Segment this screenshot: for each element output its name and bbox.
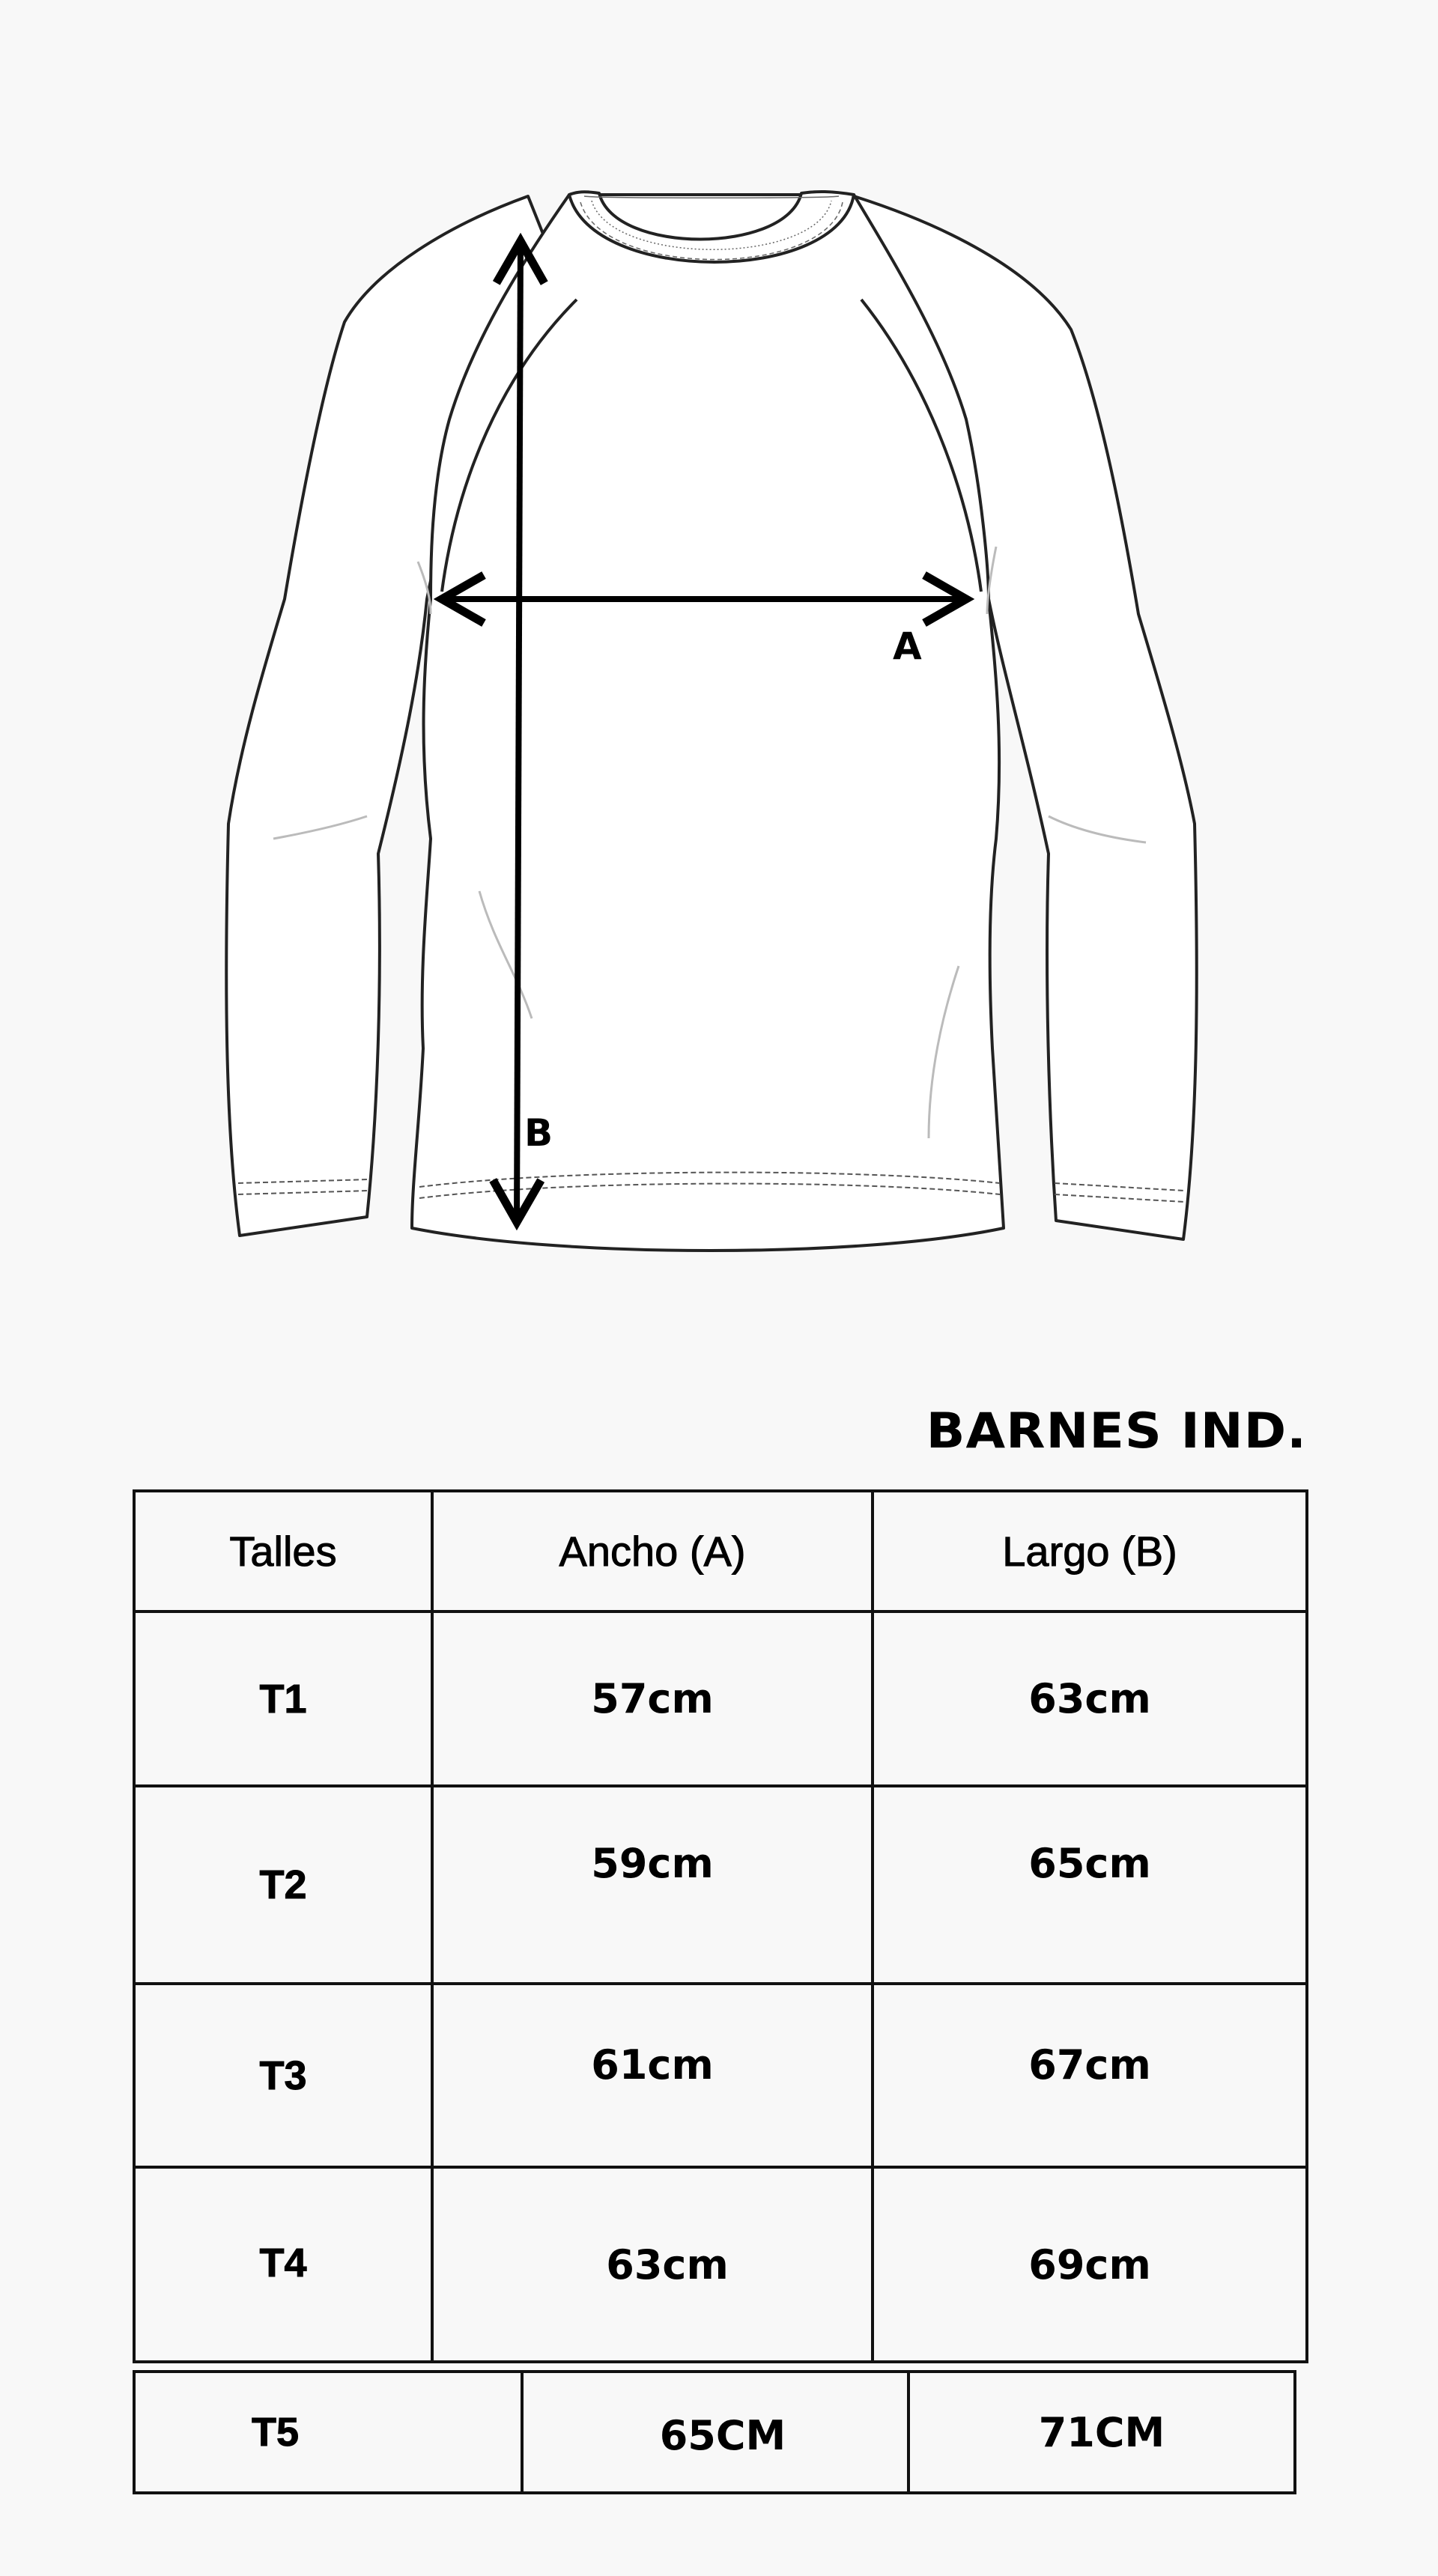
size-cell: T1 xyxy=(134,1611,432,1786)
width-cell: 65CM xyxy=(522,2372,908,2493)
header-sizes: Talles xyxy=(134,1491,432,1611)
brand-name: BARNES IND. xyxy=(926,1403,1307,1460)
table-row xyxy=(134,2372,1295,2493)
size-table xyxy=(133,1489,1308,2363)
length-cell: 63cm xyxy=(873,1611,1307,1786)
body xyxy=(412,195,1004,1251)
size-cell: T4 xyxy=(134,2167,432,2362)
length-cell: 71CM xyxy=(908,2372,1295,2493)
length-cell: 67cm xyxy=(873,1984,1307,2167)
width-cell: 61cm xyxy=(432,1984,873,2167)
width-cell: 57cm xyxy=(432,1611,873,1786)
table-row xyxy=(134,2167,1307,2362)
width-cell: 59cm xyxy=(432,1786,873,1984)
size-cell: T2 xyxy=(134,1786,432,1984)
table-row xyxy=(134,1786,1307,1984)
length-cell: 65cm xyxy=(873,1786,1307,1984)
table-row xyxy=(134,1611,1307,1786)
size-cell: T3 xyxy=(134,1984,432,2167)
length-cell: 69cm xyxy=(873,2167,1307,2362)
header-length: Largo (B) xyxy=(873,1491,1307,1611)
table-header-row xyxy=(134,1491,1307,1611)
length-arrow xyxy=(517,241,521,1222)
header-width: Ancho (A) xyxy=(432,1491,873,1611)
size-table-extra xyxy=(133,2370,1296,2494)
length-label: B xyxy=(524,1111,553,1155)
width-label: A xyxy=(893,625,922,668)
size-cell: T5 xyxy=(134,2372,522,2493)
width-cell: 63cm xyxy=(432,2167,873,2362)
table-row xyxy=(134,1984,1307,2167)
